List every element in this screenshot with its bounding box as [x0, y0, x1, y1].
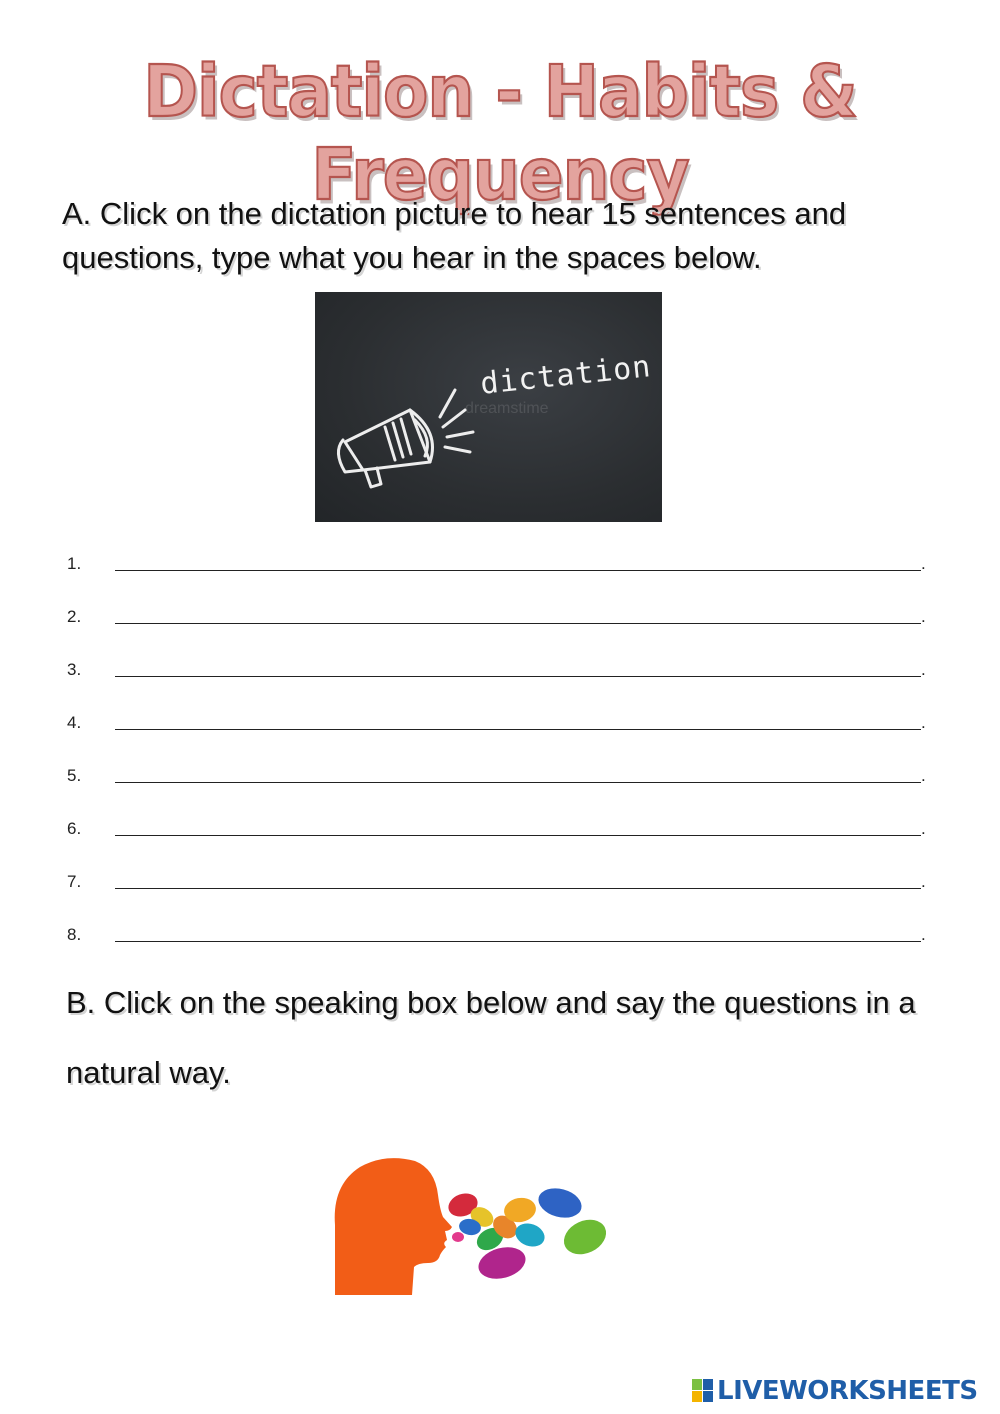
- line-number: 6.: [67, 819, 82, 838]
- answer-input-4[interactable]: [115, 701, 921, 730]
- answer-row-6: [0, 805, 1000, 858]
- answer-row-4: [0, 699, 1000, 752]
- line-number: 8.: [67, 925, 82, 944]
- instruction-a: A. Click on the dictation picture to hear 15 sentences and questions, type what you hear in the spaces below.: [62, 196, 847, 275]
- line-period: .: [921, 713, 926, 732]
- answer-row-2: [0, 593, 1000, 646]
- answer-row-8: [0, 911, 1000, 964]
- line-period: .: [921, 660, 926, 679]
- answer-input-8[interactable]: [115, 913, 921, 942]
- answer-row-7: [0, 858, 1000, 911]
- liveworksheets-logo-icon: [692, 1379, 714, 1403]
- line-number: 1.: [67, 554, 82, 573]
- line-number: 5.: [67, 766, 82, 785]
- line-period: .: [921, 766, 926, 785]
- answer-input-1[interactable]: [115, 542, 921, 571]
- dictation-audio-button[interactable]: [315, 292, 662, 522]
- answer-input-3[interactable]: [115, 648, 921, 677]
- page-title: Dictation - Habits & Frequency: [143, 50, 857, 217]
- liveworksheets-logo: [692, 1376, 978, 1406]
- answer-row-1: [0, 540, 1000, 593]
- line-number: 7.: [67, 872, 82, 891]
- line-period: .: [921, 819, 926, 838]
- dictation-image-text: dictation: [478, 349, 653, 402]
- line-period: .: [921, 925, 926, 944]
- logo-text: LIVEWORKSHEETS: [717, 1376, 978, 1406]
- answer-row-5: [0, 752, 1000, 805]
- line-number: 3.: [67, 660, 82, 679]
- instruction-b: B. Click on the speaking box below and say the questions in a natural way.: [66, 985, 916, 1090]
- speaking-head-icon: [330, 1155, 615, 1305]
- answer-row-3: [0, 646, 1000, 699]
- answer-input-7[interactable]: [115, 860, 921, 889]
- answer-input-2[interactable]: [115, 595, 921, 624]
- answer-input-5[interactable]: [115, 754, 921, 783]
- image-watermark: dreamstime: [465, 400, 549, 417]
- line-period: .: [921, 607, 926, 626]
- line-period: .: [921, 872, 926, 891]
- line-number: 4.: [67, 713, 82, 732]
- speaking-box-button[interactable]: [330, 1155, 615, 1305]
- line-period: .: [921, 554, 926, 573]
- line-number: 2.: [67, 607, 82, 626]
- answer-input-6[interactable]: [115, 807, 921, 836]
